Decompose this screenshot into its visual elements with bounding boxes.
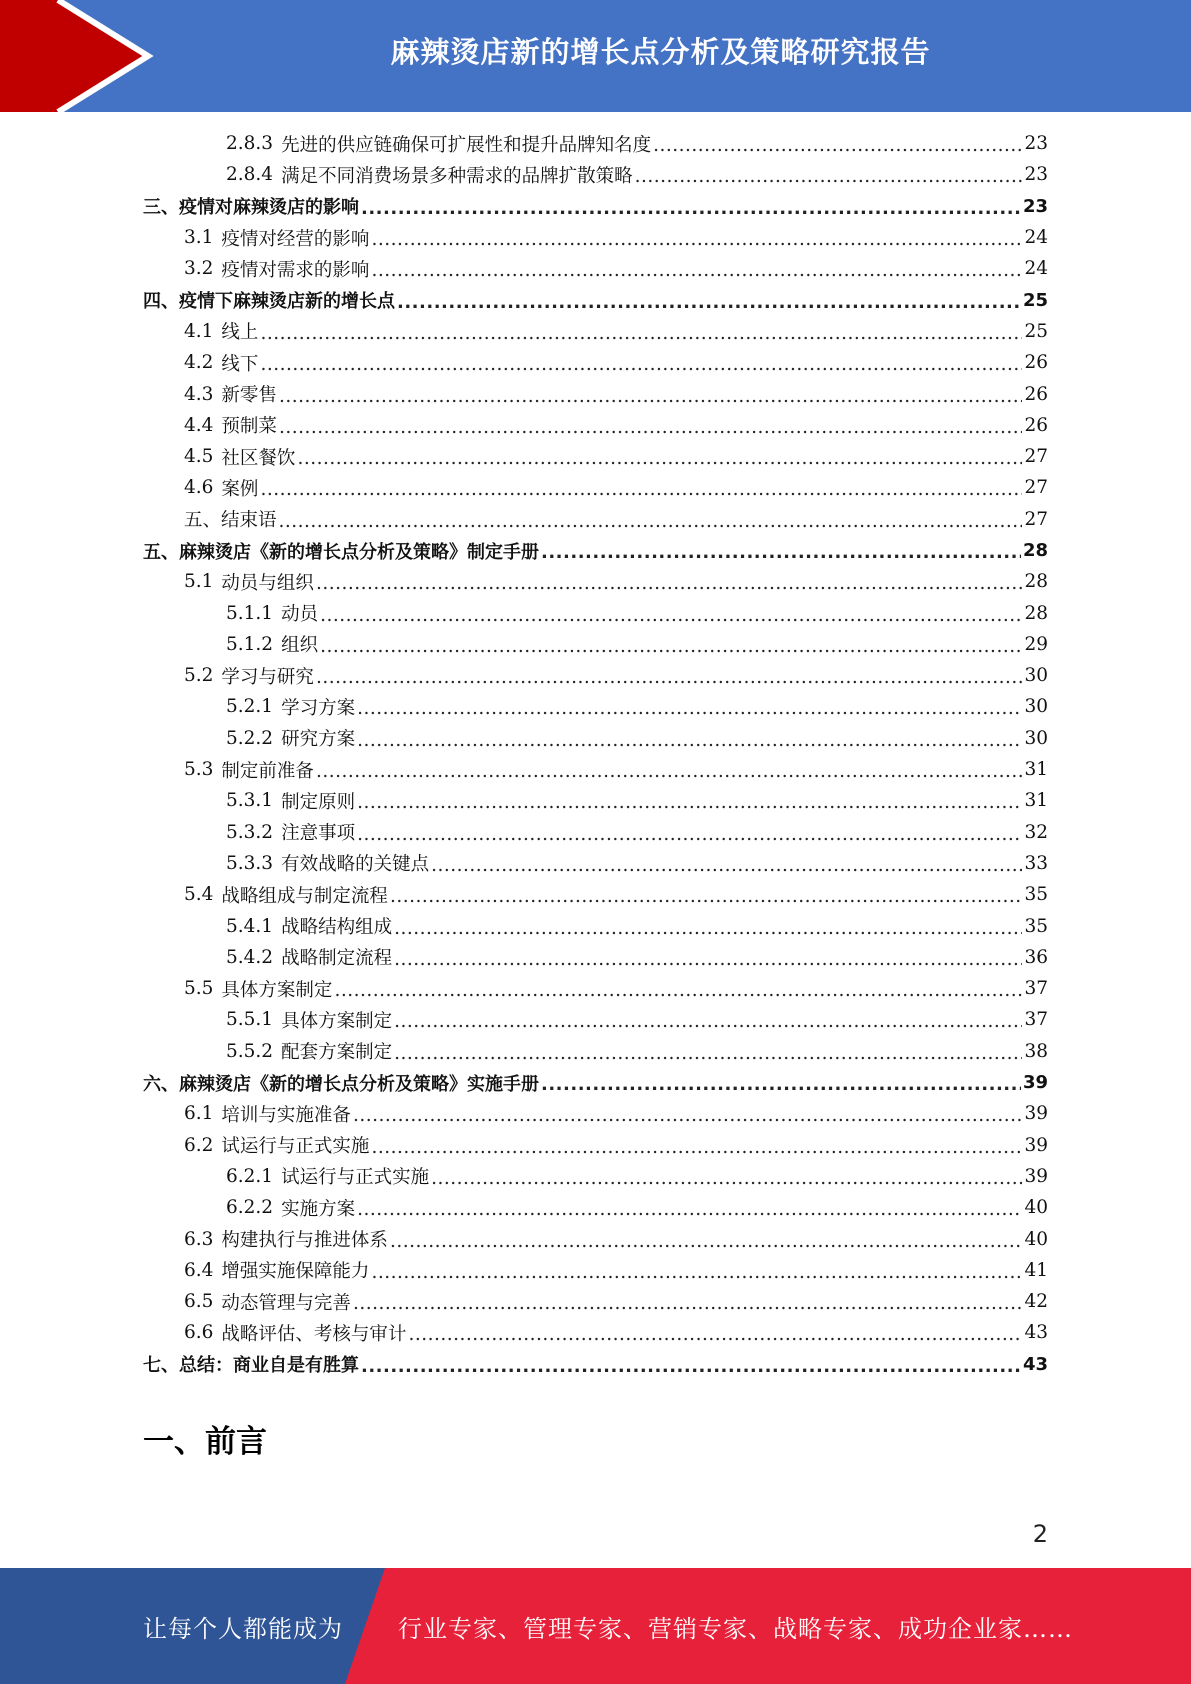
toc-dot-leader <box>371 1137 1022 1158</box>
toc-entry-number: 6.2.1 <box>226 1165 274 1187</box>
toc-dot-leader <box>431 1168 1022 1189</box>
toc-entry-number: 5.4.2 <box>226 946 274 968</box>
toc-entry[interactable] <box>143 316 1048 347</box>
toc-entry[interactable] <box>143 347 1048 378</box>
toc-entry[interactable] <box>143 1067 1048 1098</box>
toc-entry-label: 先进的供应链确保可扩展性和提升品牌知名度 <box>281 134 652 156</box>
toc-dot-leader <box>541 1074 1021 1095</box>
toc-entry[interactable] <box>143 629 1048 660</box>
toc-entry-label: 注意事项 <box>281 823 356 845</box>
toc-entry-page: 37 <box>1024 978 1048 1000</box>
toc-entry[interactable] <box>143 723 1048 754</box>
toc-entry[interactable] <box>143 597 1048 628</box>
toc-entry-page: 30 <box>1024 696 1048 718</box>
toc-entry-page: 32 <box>1024 821 1048 843</box>
toc-entry-number: 5.5.2 <box>226 1040 274 1062</box>
toc-entry[interactable] <box>143 1223 1048 1254</box>
toc-dot-leader <box>397 292 1021 313</box>
section-heading: 一、前言 <box>143 1424 267 1460</box>
toc-dot-leader <box>279 417 1023 438</box>
toc-entry-page: 39 <box>1024 1103 1048 1125</box>
toc-dot-leader <box>361 198 1021 219</box>
toc-entry-number: 5.1.1 <box>226 602 274 624</box>
toc-entry-page: 26 <box>1024 352 1048 374</box>
toc-entry[interactable] <box>143 754 1048 785</box>
toc-entry-page: 27 <box>1024 508 1048 530</box>
toc-entry[interactable] <box>143 566 1048 597</box>
toc-entry-label: 四、疫情下麻辣烫店新的增长点 <box>143 291 395 313</box>
toc-entry-page: 42 <box>1024 1291 1048 1313</box>
toc-entry-label: 满足不同消费场景多种需求的品牌扩散策略 <box>281 165 633 187</box>
toc-dot-leader <box>316 667 1023 688</box>
toc-entry-label: 五、结束语 <box>184 510 277 532</box>
toc-entry[interactable] <box>143 504 1048 535</box>
toc-entry-page: 31 <box>1024 790 1048 812</box>
toc-entry-label: 制定前准备 <box>221 760 314 782</box>
toc-entry-label: 研究方案 <box>281 729 356 751</box>
toc-entry-page: 37 <box>1024 1009 1048 1031</box>
toc-dot-leader <box>353 1293 1023 1314</box>
toc-entry-page: 28 <box>1024 571 1048 593</box>
toc-entry-label: 动员 <box>281 604 319 626</box>
toc-entry-label: 五、麻辣烫店《新的增长点分析及策略》制定手册 <box>143 541 539 563</box>
toc-entry[interactable] <box>143 817 1048 848</box>
toc-entry-label: 配套方案制定 <box>281 1042 393 1064</box>
toc-entry-label: 制定原则 <box>281 791 356 813</box>
toc-entry-page: 35 <box>1024 915 1048 937</box>
toc-entry-page: 25 <box>1024 320 1048 342</box>
toc-entry-label: 具体方案制定 <box>221 979 333 1001</box>
toc-entry-number: 5.1.2 <box>226 633 274 655</box>
toc-dot-leader <box>260 323 1022 344</box>
toc-entry-number: 6.5 <box>184 1291 214 1313</box>
toc-entry-label: 战略结构组成 <box>281 917 393 939</box>
toc-entry-number: 4.4 <box>184 414 214 436</box>
toc-dot-leader <box>260 479 1022 500</box>
toc-entry-label: 增强实施保障能力 <box>221 1261 370 1283</box>
toc-entry-label: 试运行与正式实施 <box>221 1136 370 1158</box>
toc-entry-label: 疫情对需求的影响 <box>221 259 370 281</box>
toc-entry[interactable] <box>143 472 1048 503</box>
toc-entry-number: 5.3.2 <box>226 821 274 843</box>
toc-entry-label: 学习方案 <box>281 697 356 719</box>
toc-entry[interactable] <box>143 284 1048 315</box>
toc-dot-leader <box>357 730 1022 751</box>
header-title: 麻辣烫店新的增长点分析及策略研究报告 <box>390 34 931 69</box>
toc-entry-label: 三、疫情对麻辣烫店的影响 <box>143 197 359 219</box>
toc-dot-leader <box>279 511 1023 532</box>
toc-entry-page: 35 <box>1024 884 1048 906</box>
toc-dot-leader <box>408 1324 1022 1345</box>
toc-entry-number: 5.2.1 <box>226 696 274 718</box>
toc-entry-label: 动员与组织 <box>221 572 314 594</box>
toc-entry-number: 4.1 <box>184 320 214 342</box>
toc-entry-number: 3.1 <box>184 227 214 249</box>
toc-entry[interactable] <box>143 910 1048 941</box>
toc-entry-label: 六、麻辣烫店《新的增长点分析及策略》实施手册 <box>143 1073 539 1095</box>
toc-entry-page: 23 <box>1024 133 1048 155</box>
toc-entry-label: 组织 <box>281 635 319 657</box>
toc-entry-page: 29 <box>1024 633 1048 655</box>
toc-entry[interactable] <box>143 410 1048 441</box>
toc-entry-number: 5.2.2 <box>226 727 274 749</box>
toc-dot-leader <box>357 698 1022 719</box>
toc-entry-page: 31 <box>1024 759 1048 781</box>
toc-entry-number: 6.2 <box>184 1134 214 1156</box>
toc-entry[interactable] <box>143 1349 1048 1380</box>
toc-dot-leader <box>394 1043 1022 1064</box>
toc-entry-label: 具体方案制定 <box>281 1010 393 1032</box>
toc-entry[interactable] <box>143 1004 1048 1035</box>
toc-entry-number: 6.3 <box>184 1228 214 1250</box>
toc-entry-number: 5.2 <box>184 665 214 687</box>
toc-dot-leader <box>357 1199 1022 1220</box>
toc-entry-page: 26 <box>1024 414 1048 436</box>
toc-entry-number: 4.6 <box>184 477 214 499</box>
toc-entry-number: 2.8.3 <box>226 133 274 155</box>
toc-entry-number: 6.2.2 <box>226 1197 274 1219</box>
toc-dot-leader <box>320 605 1022 626</box>
toc-entry[interactable] <box>143 253 1048 284</box>
toc-entry-page: 39 <box>1022 1072 1048 1094</box>
toc-entry-page: 38 <box>1024 1040 1048 1062</box>
toc-entry-label: 试运行与正式实施 <box>281 1167 430 1189</box>
toc-dot-leader <box>357 824 1022 845</box>
toc-entry-label: 线下 <box>221 353 259 375</box>
toc-entry-page: 24 <box>1024 258 1048 280</box>
toc-entry-number: 5.3.3 <box>226 852 274 874</box>
toc-dot-leader <box>371 229 1022 250</box>
toc-entry[interactable] <box>143 785 1048 816</box>
toc-entry[interactable] <box>143 222 1048 253</box>
toc-entry-number: 5.3.1 <box>226 790 274 812</box>
toc-entry[interactable] <box>143 1286 1048 1317</box>
toc-entry-label: 案例 <box>221 478 259 500</box>
toc-entry-label: 培训与实施准备 <box>221 1104 351 1126</box>
toc-dot-leader <box>635 166 1023 187</box>
toc-entry-page: 33 <box>1024 852 1048 874</box>
toc-entry[interactable] <box>143 1130 1048 1161</box>
toc-entry-number: 5.4.1 <box>226 915 274 937</box>
table-of-contents <box>143 128 1048 1380</box>
toc-entry[interactable] <box>143 1317 1048 1348</box>
toc-entry[interactable] <box>143 378 1048 409</box>
toc-entry[interactable] <box>143 848 1048 879</box>
toc-entry-label: 战略评估、考核与审计 <box>221 1323 407 1345</box>
footer-slogan-left: 让每个人都能成为 <box>143 1614 343 1643</box>
toc-entry-label: 学习与研究 <box>221 666 314 688</box>
toc-entry-page: 30 <box>1024 727 1048 749</box>
toc-entry[interactable] <box>143 879 1048 910</box>
page-footer <box>0 1568 1191 1684</box>
toc-entry[interactable] <box>143 441 1048 472</box>
toc-dot-leader <box>371 1262 1022 1283</box>
toc-entry-page: 43 <box>1024 1322 1048 1344</box>
toc-entry[interactable] <box>143 1036 1048 1067</box>
toc-entry-label: 疫情对经营的影响 <box>221 228 370 250</box>
toc-entry-page: 28 <box>1022 540 1048 561</box>
page-number: 2 <box>1032 1520 1048 1548</box>
toc-entry-number: 3.2 <box>184 258 214 280</box>
toc-dot-leader <box>316 761 1023 782</box>
toc-entry-page: 39 <box>1024 1165 1048 1187</box>
toc-dot-leader <box>297 448 1022 469</box>
toc-entry-number: 6.6 <box>184 1322 214 1344</box>
toc-dot-leader <box>353 1105 1023 1126</box>
toc-entry-label: 有效战略的关键点 <box>281 854 430 876</box>
toc-entry[interactable] <box>143 942 1048 973</box>
toc-dot-leader <box>316 573 1023 594</box>
toc-entry-label: 动态管理与完善 <box>221 1292 351 1314</box>
toc-entry-number: 5.5.1 <box>226 1009 274 1031</box>
toc-entry-label: 实施方案 <box>281 1198 356 1220</box>
toc-entry[interactable] <box>143 191 1048 222</box>
toc-dot-leader <box>394 1011 1022 1032</box>
toc-entry-page: 27 <box>1024 477 1048 499</box>
toc-entry-number: 4.2 <box>184 352 214 374</box>
page-header <box>0 0 1191 112</box>
toc-entry[interactable] <box>143 1161 1048 1192</box>
toc-entry-label: 社区餐饮 <box>221 447 296 469</box>
toc-entry-label: 战略制定流程 <box>281 948 393 970</box>
toc-entry-page: 25 <box>1022 289 1048 311</box>
toc-entry-number: 5.4 <box>184 884 214 906</box>
toc-entry-page: 43 <box>1022 1353 1048 1375</box>
toc-entry[interactable] <box>143 1192 1048 1223</box>
toc-entry-number: 4.3 <box>184 383 214 405</box>
toc-dot-leader <box>361 1356 1021 1377</box>
toc-dot-leader <box>320 636 1022 657</box>
toc-dot-leader <box>279 386 1023 407</box>
toc-dot-leader <box>260 354 1022 375</box>
toc-entry-page: 28 <box>1024 602 1048 624</box>
toc-entry[interactable] <box>143 660 1048 691</box>
toc-entry-page: 23 <box>1024 164 1048 186</box>
toc-entry-label: 构建执行与推进体系 <box>221 1230 388 1252</box>
toc-dot-leader <box>334 980 1022 1001</box>
toc-entry-number: 2.8.4 <box>226 164 274 186</box>
toc-entry-page: 40 <box>1024 1228 1048 1250</box>
toc-entry-page: 39 <box>1024 1134 1048 1156</box>
footer-slogan-right: 行业专家、管理专家、营销专家、战略专家、成功企业家…… <box>398 1614 1073 1643</box>
toc-entry-label: 七、总结：商业自是有胜算 <box>143 1355 359 1377</box>
toc-entry-number: 6.1 <box>184 1103 214 1125</box>
toc-entry-page: 41 <box>1024 1259 1048 1281</box>
toc-entry-label: 预制菜 <box>221 416 277 438</box>
toc-entry-label: 战略组成与制定流程 <box>221 885 388 907</box>
toc-entry-page: 23 <box>1022 195 1048 217</box>
toc-entry-page: 36 <box>1024 946 1048 968</box>
toc-dot-leader <box>431 855 1022 876</box>
toc-dot-leader <box>653 135 1022 156</box>
toc-dot-leader <box>371 260 1022 281</box>
toc-dot-leader <box>390 1231 1023 1252</box>
toc-entry[interactable] <box>143 691 1048 722</box>
toc-entry-page: 24 <box>1024 227 1048 249</box>
toc-entry-label: 线上 <box>221 322 259 344</box>
toc-entry-label: 新零售 <box>221 385 277 407</box>
toc-entry[interactable] <box>143 159 1048 190</box>
toc-entry-page: 40 <box>1024 1197 1048 1219</box>
toc-entry[interactable] <box>143 1255 1048 1286</box>
toc-entry[interactable] <box>143 128 1048 159</box>
toc-entry[interactable] <box>143 973 1048 1004</box>
toc-entry-page: 26 <box>1024 383 1048 405</box>
toc-dot-leader <box>390 886 1023 907</box>
toc-entry-number: 4.5 <box>184 446 214 468</box>
toc-dot-leader <box>357 792 1022 813</box>
toc-entry-page: 27 <box>1024 446 1048 468</box>
toc-entry[interactable] <box>143 1098 1048 1129</box>
toc-entry-number: 5.1 <box>184 571 214 593</box>
toc-entry-page: 30 <box>1024 665 1048 687</box>
toc-dot-leader <box>394 918 1022 939</box>
toc-entry[interactable] <box>143 535 1048 566</box>
toc-entry-number: 5.5 <box>184 978 214 1000</box>
toc-dot-leader <box>541 542 1021 563</box>
toc-entry-number: 6.4 <box>184 1259 214 1281</box>
toc-dot-leader <box>394 949 1022 970</box>
toc-entry-number: 5.3 <box>184 759 214 781</box>
